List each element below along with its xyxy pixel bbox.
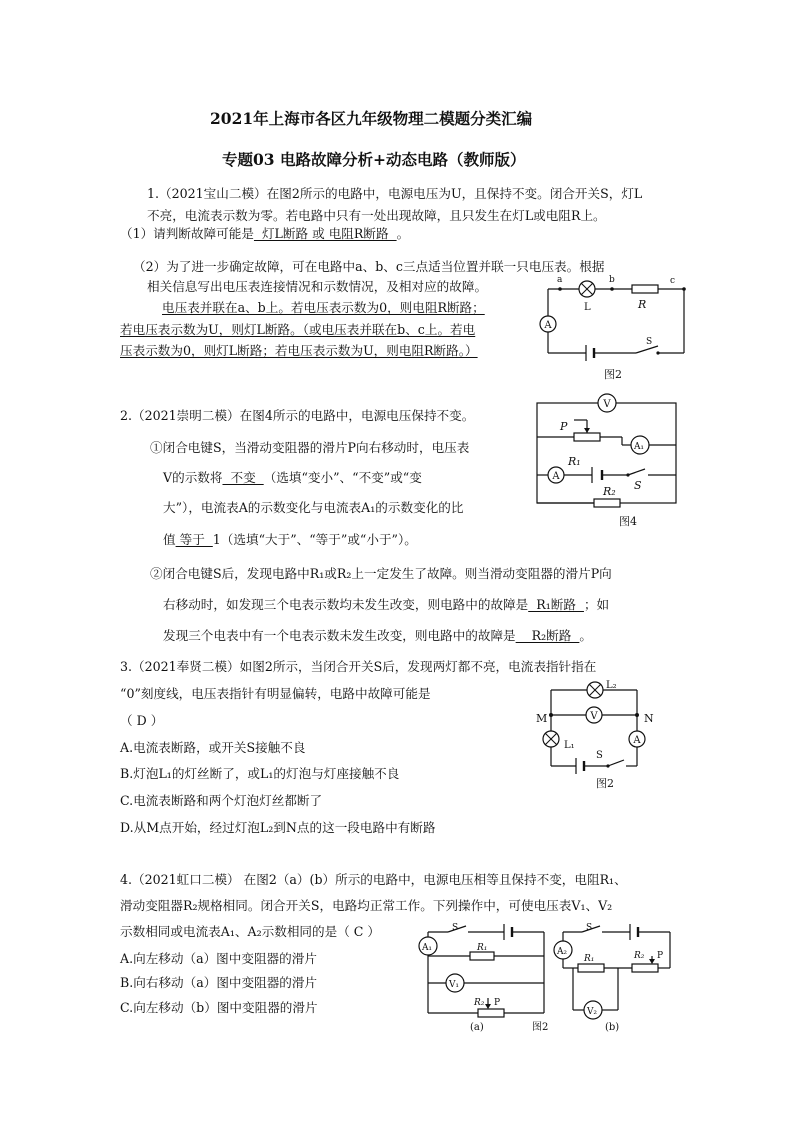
q1-label-a: a [557, 275, 563, 285]
q3-circuit-figure [534, 678, 674, 793]
q2-sub2-line3-prefix: 发现三个电表中有一个电表示数未发生改变，则电路中的故障是 [163, 628, 516, 643]
q2-ammeter-a1-label: A₁ [633, 442, 645, 452]
q4-a-ammeter-label: A₁ [421, 943, 433, 953]
q1-resistor-R [632, 285, 658, 293]
q2-voltmeter-label: V [603, 399, 611, 410]
q1-lamp-icon [579, 281, 595, 297]
q2-circuit-figure [530, 394, 690, 534]
q2-sub1-line2 [163, 467, 422, 486]
q1-label-L: L [584, 302, 591, 313]
q3-lamp-l2-icon [587, 682, 603, 698]
q3-answer: （ D ） [120, 713, 164, 728]
q3-label-M: M [536, 712, 548, 725]
q2-sub2-line1: ②闭合电键S后，发现电路中R₁或R₂上一定发生了故障。则当滑动变阻器的滑片P向 [150, 566, 612, 581]
q4-b-rheostat-R2 [632, 964, 658, 972]
q1-node-c [682, 287, 686, 291]
q2-sub1-line4-suffix: 1（选填“大于”、“等于”或“小于”）。 [212, 532, 417, 547]
q4-a-voltmeter-label: V₁ [448, 980, 460, 990]
q1-answer-line2: 若电压表示数为U，则灯L断路。（或电压表并联在b、c上。若电 [120, 322, 476, 337]
q3-label-L1: L₁ [564, 740, 575, 751]
page-title: 2021年上海市各区九年级物理二模题分类汇编 [210, 109, 533, 128]
q3-battery-icon [576, 758, 584, 774]
q4-line3: 示数相同或电流表A₁、A₂示数相同的是（ C ） [120, 924, 381, 939]
q3-line2: “0”刻度线，电压表指针有明显偏转，电路中故障可能是 [120, 686, 431, 701]
q4-fig-a-label: (a) [470, 1022, 484, 1033]
q1-line1: 1.（2021宝山二模）在图2所示的电路中，电源电压为U，且保持不变。闭合开关S，灯L [147, 186, 643, 201]
q1-part1-prefix: （1）请判断故障可能是 [120, 226, 254, 241]
q2-sub1-answer1: 不变 [222, 470, 264, 485]
q1-node-b [610, 287, 614, 291]
q2-sub1-line1: ①闭合电键S，当滑动变阻器的滑片P向右移动时，电压表 [150, 440, 470, 455]
q4-a-resistor-R1 [470, 952, 494, 960]
q3-ammeter-icon [629, 731, 645, 747]
q4-a-battery-icon [504, 924, 512, 940]
q4-line1: 4.（2021虹口二模） 在图2（a）(b）所示的电路中，电源电压相等且保持不变，电阻R₁、 [120, 872, 627, 887]
q4-a-rheostat-R2 [478, 1009, 504, 1017]
q4-b-slider-arrow [649, 959, 655, 964]
q2-sub2-answer1: R₁断路 [528, 597, 584, 612]
q2-sub2-line3-suffix: 。 [579, 628, 592, 643]
q2-sub1-line3: 大”），电流表A的示数变化与电流表A₁的示数变化的比 [163, 500, 464, 515]
q4-b-voltmeter-label: V₂ [586, 1007, 598, 1017]
q4-b-label-R1: R₁ [584, 954, 595, 964]
q3-ammeter-label: A [633, 735, 641, 746]
q4-b-label-S: S [586, 923, 593, 933]
q3-lamp-l1-icon [543, 731, 559, 747]
q2-battery-icon [592, 467, 602, 483]
q4-line2: 滑动变阻器R₂规格相同。闭合开关S，电路均正常工作。下列操作中，可使电压表V₁、V₂ [120, 898, 613, 913]
q1-node-a [558, 287, 562, 291]
q3-label-L2: L₂ [606, 680, 617, 691]
q2-label-P: P [560, 420, 568, 433]
q4-a-label-P: P [494, 998, 501, 1008]
q3-line1: 3.（2021奉贤二模）如图2所示，当闭合开关S后，发现两灯都不亮，电流表指针指在 [120, 659, 597, 674]
q3-voltmeter-label: V [590, 711, 598, 722]
q4-a-slider-arrow [485, 1004, 491, 1009]
q3-fig-caption: 图2 [596, 777, 614, 790]
q1-label-S: S [646, 337, 653, 347]
q1-switch-contact [656, 351, 659, 354]
q3-label-S: S [596, 750, 603, 761]
q1-answer-line1: 电压表并联在a、b上。若电压表示数为0，则电阻R断路； [162, 300, 485, 315]
q3-option-d: D.从M点开始，经过灯泡L₂到N点的这一段电路中有断路 [120, 820, 436, 835]
q4-circuit-figure [408, 918, 668, 1038]
q3-option-b: B.灯泡L₁的灯丝断了，或L₁的灯泡与灯座接触不良 [120, 766, 400, 781]
q2-ammeter-a1-icon [631, 436, 649, 454]
q2-sub1-answer2: 等于 [175, 532, 213, 547]
q1-ammeter-icon [540, 316, 556, 332]
q3-label-N: N [644, 712, 654, 725]
q1-battery-icon [586, 345, 594, 361]
q2-ammeter-a-icon [548, 467, 564, 483]
q2-sub1-line4-prefix: 值 [163, 532, 176, 547]
q4-a-ammeter-a1-icon [419, 937, 437, 955]
q2-fig-caption: 图4 [619, 515, 637, 528]
q4-a-label-R1: R₁ [477, 943, 488, 953]
q1-line2: 不亮，电流表示数为零。若电路中只有一处出现故障，且只发生在灯L或电阻R上。 [147, 208, 606, 223]
q3-switch-contact [606, 764, 609, 767]
q1-part2-line2: 相关信息写出电压表连接情况和示数情况，及相对应的故障。 [147, 279, 488, 294]
page-subtitle: 专题03 电路故障分析+动态电路（教师版） [222, 150, 526, 169]
q4-b-ammeter-a2-icon [554, 941, 572, 959]
q4-a-label-R2: R₂ [474, 998, 485, 1008]
q4-b-ammeter-label: A₂ [556, 947, 568, 957]
q2-sub2-answer2: R₂断路 [515, 628, 580, 643]
q1-part1-suffix: 。 [396, 226, 410, 241]
q2-line1: 2.（2021崇明二模）在图4所示的电路中，电源电压保持不变。 [120, 408, 475, 423]
q1-answer-line3: 压表示数为0，则灯L断路；若电压表示数为U，则电阻R断路。） [120, 343, 478, 358]
q1-label-c: c [670, 276, 676, 286]
q2-sub2-line2-prefix: 右移动时，如发现三个电表示数均未发生改变，则电路中的故障是 [163, 597, 529, 612]
q1-part1 [120, 223, 409, 242]
q4-fig-caption: 图2 [532, 1022, 549, 1033]
q2-label-S: S [634, 479, 642, 492]
q3-node-N [635, 713, 639, 717]
q3-option-c: C.电流表断路和两个灯泡灯丝都断了 [120, 793, 323, 808]
q4-option-c: C.向左移动（b）图中变阻器的滑片 [120, 1000, 318, 1015]
q4-a-label-S: S [452, 923, 459, 933]
q1-label-R: R [638, 298, 647, 311]
q2-sub2-line2 [163, 594, 609, 613]
q4-circuit-a-wires [428, 926, 544, 1013]
q1-label-b: b [609, 275, 615, 285]
q2-switch-contact [626, 473, 629, 476]
q3-voltmeter-icon [586, 707, 602, 723]
q2-sub1-line2-suffix: （选填“变小”、“不变”或“变 [263, 470, 422, 485]
q4-option-a: A.向左移动（a）图中变阻器的滑片 [120, 951, 317, 966]
q4-b-label-R2: R₂ [634, 951, 645, 961]
q1-part1-answer: 灯L断路 或 电阻R断路 [253, 226, 397, 241]
q2-voltmeter-icon [598, 394, 616, 412]
q2-sub1-line4 [163, 529, 417, 548]
q2-resistor-R2 [594, 499, 620, 507]
q4-b-voltmeter-icon [584, 1001, 602, 1019]
q1-circuit-figure [534, 272, 694, 382]
q2-sub2-line2-suffix: ；如 [583, 597, 610, 612]
q2-sub1-line2-prefix: V的示数将 [163, 470, 223, 485]
q1-ammeter-label: A [544, 320, 552, 331]
q4-b-label-P: P [657, 951, 664, 961]
q4-option-b: B.向右移动（a）图中变阻器的滑片 [120, 975, 318, 990]
q2-label-R2: R₂ [603, 485, 616, 498]
q2-slider-arrow [584, 428, 590, 433]
q2-sub2-line3 [163, 625, 592, 644]
q4-b-battery-icon [630, 924, 638, 940]
q3-option-a: A.电流表断路，或开关S接触不良 [120, 740, 306, 755]
q4-fig-b-label: (b) [605, 1022, 620, 1033]
q1-part2-line1: （2）为了进一步确定故障，可在电路中a、b、c三点适当位置并联一只电压表。根据 [133, 259, 605, 274]
q2-label-R1: R₁ [568, 455, 581, 468]
q2-ammeter-a-label: A [552, 471, 560, 482]
q1-fig-caption: 图2 [604, 368, 622, 381]
q3-node-M [549, 713, 553, 717]
q4-a-voltmeter-icon [446, 974, 464, 992]
q2-rheostat-R1 [574, 433, 600, 441]
q4-b-resistor-R1 [578, 964, 604, 972]
